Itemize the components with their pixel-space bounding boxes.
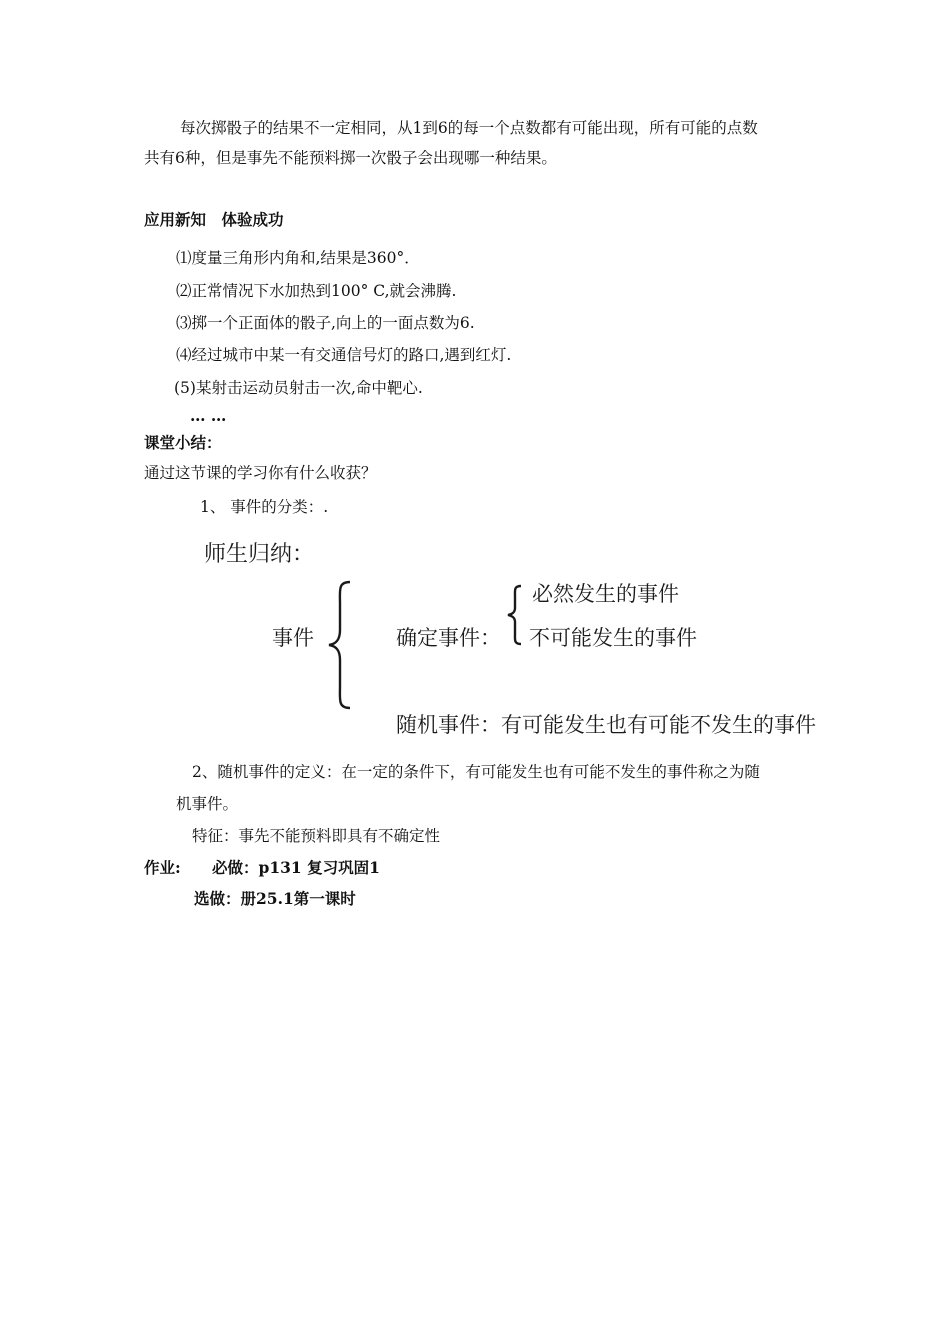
apply-heading: 应用新知 体验成功 (144, 210, 284, 229)
apply-item-5: (5)某射击运动员射击一次,命中靶心. (174, 379, 423, 397)
definition-line-2: 机事件。 (176, 795, 239, 813)
apply-ellipsis: … … (190, 406, 227, 425)
definition-feature: 特征：事先不能预料即具有不确定性 (192, 827, 441, 845)
intro-line-1: 每次掷骰子的结果不一定相同，从1到6的每一个点数都有可能出现，所有可能的点数 (180, 119, 758, 137)
summary-heading: 课堂小结： (144, 433, 222, 452)
diagram-inevitable-event: 必然发生的事件 (532, 582, 679, 606)
homework-optional: 选做：册25.1第一课时 (194, 889, 356, 908)
homework-required: 必做：p131 复习巩固1 (212, 858, 380, 877)
big-brace-icon (326, 580, 356, 710)
summary-question: 通过这节课的学习你有什么收获？ (144, 464, 377, 482)
homework-label: 作业: (144, 858, 181, 877)
intro-line-2: 共有6种，但是事先不能预料掷一次骰子会出现哪一种结果。 (144, 149, 557, 167)
small-brace-icon (505, 584, 525, 646)
summary-item-1: 1、 事件的分类：. (200, 498, 329, 516)
apply-item-1: ⑴度量三角形内角和,结果是360°． (176, 249, 420, 267)
diagram-impossible-event: 不可能发生的事件 (529, 626, 697, 650)
apply-item-4: ⑷经过城市中某一有交通信号灯的路口,遇到红灯. (176, 346, 512, 364)
diagram-title: 师生归纳： (204, 542, 315, 567)
diagram-random-event: 随机事件：有可能发生也有可能不发生的事件 (396, 713, 816, 737)
apply-item-3: ⑶掷一个正面体的骰子,向上的一面点数为6. (176, 314, 475, 332)
definition-line-1: 2、随机事件的定义：在一定的条件下，有可能发生也有可能不发生的事件称之为随 (192, 763, 760, 781)
diagram-certain-event: 确定事件： (396, 626, 501, 650)
diagram-root-event: 事件 (272, 626, 314, 650)
apply-item-2: ⑵正常情况下水加热到100° C,就会沸腾. (176, 282, 457, 300)
